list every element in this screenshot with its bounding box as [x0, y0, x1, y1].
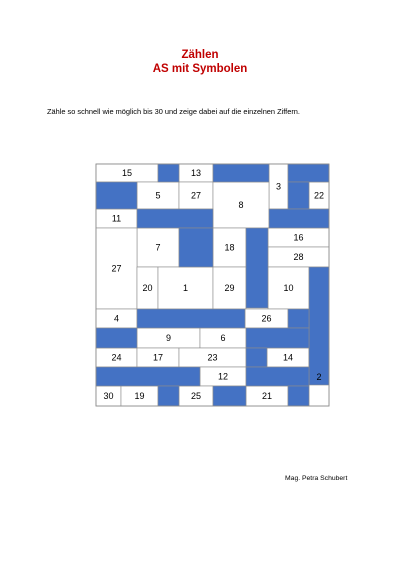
grid-number: 26 [261, 313, 272, 324]
grid-number: 18 [224, 242, 235, 253]
symbol-block [246, 228, 268, 308]
grid-number: 21 [261, 391, 273, 402]
symbol-block [246, 348, 267, 367]
grid-number: 9 [165, 333, 172, 344]
symbol-block [158, 164, 179, 182]
page-title: Zählen [181, 49, 219, 61]
grid-number: 12 [217, 371, 229, 382]
grid-number: 7 [155, 242, 161, 253]
grid-number: 5 [155, 190, 161, 201]
grid-number: 10 [283, 283, 294, 294]
symbol-block [246, 367, 309, 386]
grid-number: 4 [113, 313, 120, 324]
symbol-block [213, 164, 269, 182]
symbol-block [137, 209, 213, 228]
grid-number: 19 [134, 391, 145, 402]
grid-number: 13 [190, 168, 202, 179]
grid-number: 16 [293, 232, 304, 243]
symbol-block [96, 182, 137, 209]
grid-number: 22 [313, 190, 325, 201]
grid-number: 29 [224, 283, 235, 294]
symbol-block [213, 386, 246, 406]
grid-number: 17 [152, 352, 164, 363]
symbol-block [137, 309, 245, 328]
symbol-block [288, 164, 329, 182]
grid-number: 23 [207, 352, 218, 363]
grid-number: 28 [293, 252, 304, 263]
symbol-block [158, 386, 179, 406]
grid-number: 27 [190, 190, 202, 201]
instruction-text: Zähle so schnell wie möglich bis 30 und zeige dabei auf die einzelnen Ziffern. [47, 107, 300, 116]
symbol-block [288, 386, 309, 406]
grid-number: 24 [111, 352, 122, 363]
grid-number: 27 [111, 263, 122, 274]
grid-number: 1 [182, 283, 189, 294]
author-credit: Mag. Petra Schubert [285, 475, 348, 482]
grid-number: 25 [190, 391, 202, 402]
grid-number: 15 [121, 168, 133, 179]
symbol-block [246, 328, 309, 348]
grid-number: 8 [238, 200, 244, 211]
symbol-block [96, 328, 137, 348]
grid-number: 11 [111, 213, 122, 224]
grid-number: 2 [316, 372, 322, 383]
grid-number: 14 [282, 352, 294, 363]
grid-number: 20 [142, 283, 153, 294]
symbol-block [309, 267, 329, 385]
grid-number: 30 [103, 391, 114, 402]
symbol-block [96, 367, 200, 386]
grid-number: 3 [275, 181, 282, 192]
grid-number: 6 [220, 333, 226, 344]
symbol-block [269, 209, 329, 228]
page-subtitle: AS mit Symbolen [152, 63, 248, 75]
symbol-block [288, 309, 309, 328]
symbol-block [288, 182, 309, 209]
symbol-block [179, 228, 213, 267]
